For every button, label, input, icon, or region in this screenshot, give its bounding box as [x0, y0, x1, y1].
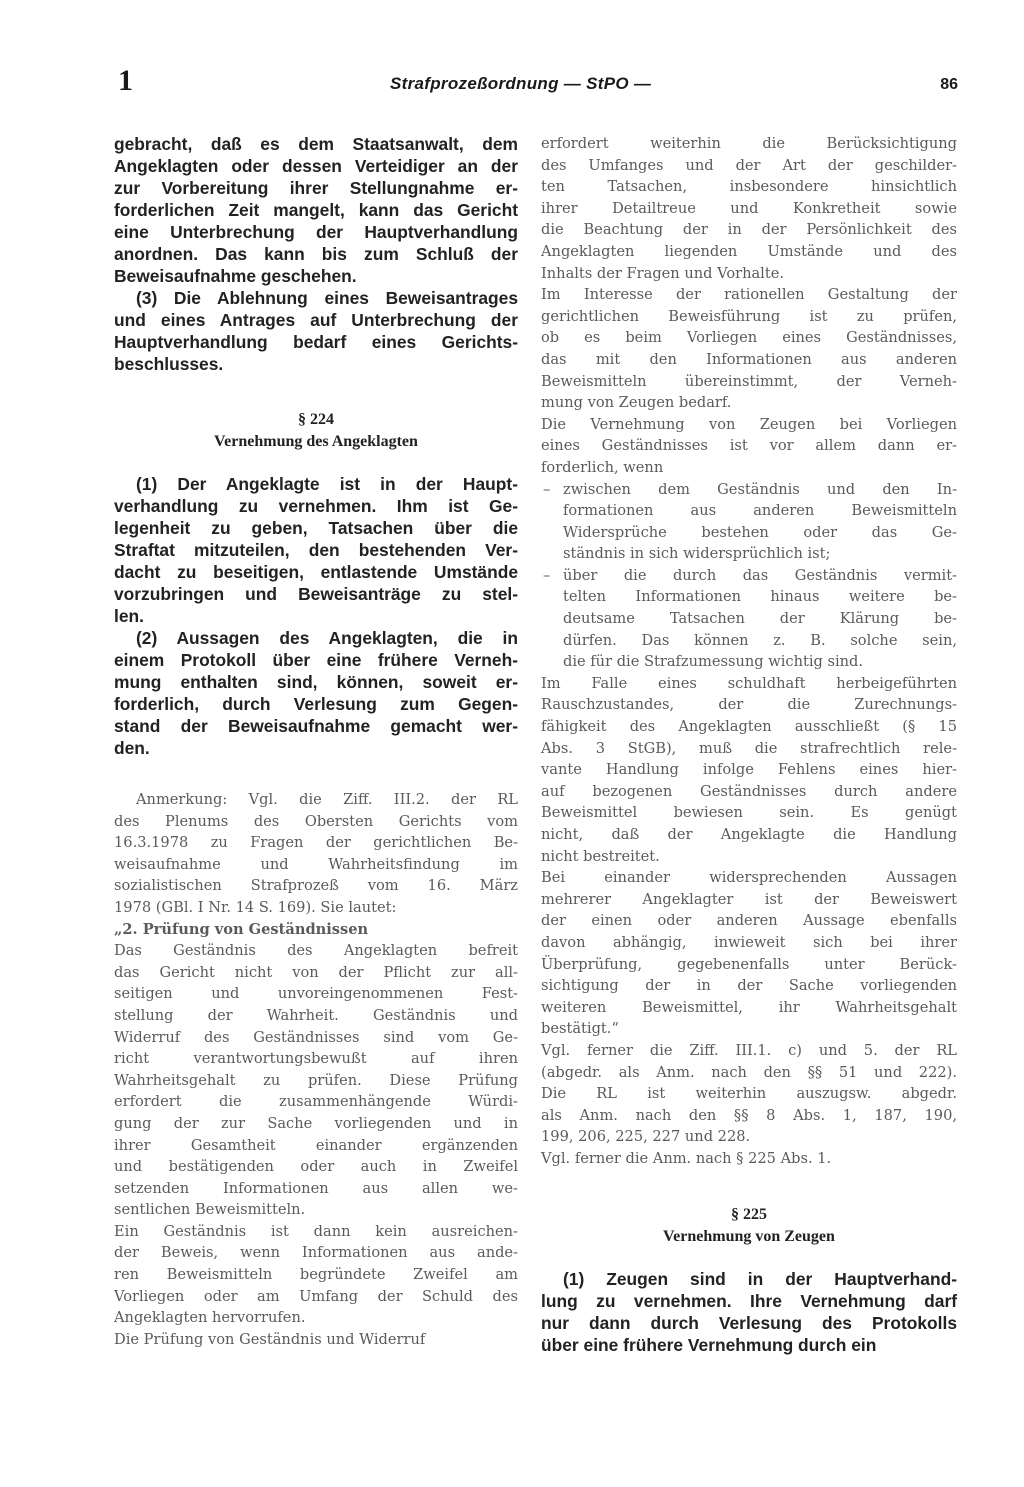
text-line: stellung der Wahrheit. Geständnis und: [114, 1006, 518, 1024]
text-line: nur dann durch Verlesung des Protokolls: [541, 1312, 957, 1333]
chapter-number: 1: [118, 64, 133, 97]
text-line: formationen aus anderen Beweismitteln: [563, 502, 957, 520]
text-line: das mit den Informationen aus anderen: [541, 350, 957, 368]
text-line: Inhalts der Fragen und Vorhalte.: [541, 264, 784, 282]
note-continued-3: [541, 414, 957, 479]
text-line: davon abhängig, inwieweit sich bei ihrer: [541, 933, 957, 951]
text-line: ren Beweismitteln begründete Zweifel am: [114, 1266, 518, 1284]
text-line: der einen oder anderen Aussage ebenfalls: [541, 912, 957, 930]
text-line: Widersprüche bestehen oder das Ge-: [563, 523, 957, 541]
text-line: Vgl. ferner die Ziff. III.1. c) und 5. der RL: [541, 1041, 957, 1059]
text-line: sichtigung der in der Sache vorliegenden: [541, 977, 957, 995]
text-line: über eine frühere Vernehmung durch ein: [541, 1334, 877, 1355]
text-line: gerichtlichen Beweisführung ist zu prüfen,: [541, 307, 957, 325]
text-line: – über die durch das Geständnis vermit-: [563, 566, 957, 584]
text-line: weisaufnahme und Wahrheitsfindung im: [114, 855, 518, 873]
text-line: des Plenums des Obersten Gerichts vom: [114, 812, 518, 830]
text-line: der Beweis, wenn Informationen aus ande-: [114, 1244, 518, 1262]
text-line: auf bezogenen Geständnisses durch andere: [541, 782, 957, 800]
text-line: ten Tatsachen, insbesondere hinsichtlich: [541, 178, 957, 196]
text-line: Angeklagten hervorrufen.: [114, 1309, 306, 1327]
text-line: 1978 (GBl. I Nr. 14 S. 169). Sie lautet:: [114, 898, 397, 916]
section-224-number: § 224: [298, 411, 334, 428]
text-line: Vorliegen oder am Umfang der Schuld des: [114, 1287, 518, 1305]
text-line: mung von Zeugen bedarf.: [541, 394, 732, 412]
text-line: und bestätigenden oder auch in Zweifel: [114, 1158, 518, 1176]
text-line: einem Protokoll über eine frühere Verneh-: [114, 650, 518, 670]
text-line: (abgedr. als Anm. nach den §§ 51 und 222).: [541, 1063, 957, 1081]
text-line: Wahrheitsgehalt zu prüfen. Diese Prüfung: [114, 1071, 518, 1089]
note-continued-2: [541, 284, 957, 414]
text-line: dacht zu beseitigen, entlastende Umstände: [114, 562, 518, 582]
note-paragraph-3: [114, 1329, 518, 1351]
text-line: setzenden Informationen aus allen we-: [114, 1179, 518, 1197]
right-column: [541, 133, 957, 1356]
text-line: 16.3.1978 zu Fragen der gerichtlichen Be-: [114, 834, 518, 852]
text-line: des Umfanges und der Art der geschilder-: [541, 156, 957, 174]
note-continued-1: [541, 133, 957, 284]
text-line: mung enthalten sind, können, soweit er-: [114, 672, 518, 692]
text-line: vorzubringen und Beweisanträge zu stel-: [114, 584, 518, 604]
text-line: anordnen. Das kann bis zum Schluß der: [114, 244, 518, 264]
text-line: Abs. 3 StGB), muß die strafrechtlich rele-: [541, 739, 957, 757]
text-line: Angeklagten liegenden Umstände und des: [541, 242, 957, 260]
text-line: (1) Zeugen sind in der Hauptverhand-: [563, 1268, 957, 1289]
text-line: – zwischen dem Geständnis und den In-: [563, 480, 957, 498]
section-225-number: § 225: [731, 1205, 767, 1223]
dash-item-1: [541, 479, 957, 565]
left-column: [114, 133, 518, 1350]
text-line: den.: [114, 738, 150, 758]
text-line: richt verantwortungsbewußt auf ihren: [114, 1050, 518, 1068]
text-line: erfordert weiterhin die Berücksichtigung: [541, 135, 957, 152]
text-line: bestätigt.“: [541, 1020, 619, 1038]
text-line: stand der Beweisaufnahme gemacht wer-: [114, 716, 518, 736]
text-line: 199, 206, 225, 227 und 228.: [541, 1128, 751, 1146]
text-line: als Anm. nach den §§ 8 Abs. 1, 187, 190,: [541, 1106, 957, 1124]
page-header: [118, 64, 958, 98]
text-line: ihrer Detailtreue und Konkretheit sowie: [541, 199, 957, 217]
page-number: 86: [940, 76, 958, 93]
text-line: Im Falle eines schuldhaft herbeigeführten: [541, 674, 957, 692]
text-line: fähigkeit des Angeklagten ausschließt (§ 15: [541, 718, 957, 736]
text-line: und eines Antrages auf Unterbrechung der: [114, 310, 518, 330]
text-line: Ein Geständnis ist dann kein ausreichen-: [114, 1222, 518, 1240]
text-line: erfordert die zusammenhängende Würdi-: [114, 1093, 518, 1111]
cross-reference-2: [541, 1148, 957, 1170]
text-line: gebracht, daß es dem Staatsanwalt, dem: [114, 134, 518, 154]
section-224-title: Vernehmung des Angeklagten: [214, 433, 418, 450]
text-line: Angeklagten oder dessen Verteidiger an der: [114, 156, 518, 176]
text-line: Vgl. ferner die Anm. nach § 225 Abs. 1.: [541, 1149, 832, 1167]
text-line: Überprüfung, gegebenenfalls unter Berück-: [541, 955, 957, 973]
text-line: Die Vernehmung von Zeugen bei Vorliegen: [541, 415, 957, 433]
text-line: das Gericht nicht von der Pflicht zur all-: [114, 963, 518, 981]
text-line: seitigen und unvoreingenommenen Fest-: [114, 985, 518, 1003]
text-line: Straftat mitzuteilen, den bestehenden Ver-: [114, 540, 518, 560]
text-line: Rauschzustandes, der die Zurechnungs-: [541, 696, 957, 714]
text-line: ob es beim Vorliegen eines Geständnisses,: [541, 329, 957, 347]
text-line: (3) Die Ablehnung eines Beweisantrages: [136, 288, 518, 308]
text-line: telten Informationen hinaus weitere be-: [563, 588, 957, 606]
note-paragraph-1: [114, 940, 518, 1221]
note-intro: [114, 789, 518, 919]
text-line: Beweismitteln übereinstimmt, der Verneh-: [541, 372, 957, 390]
text-line: forderlichen Zeit mangelt, kann das Gericht: [114, 200, 518, 220]
continued-paragraph: [114, 133, 518, 287]
text-line: gung der zur Sache vorliegenden und in: [114, 1114, 518, 1132]
text-line: deutsame Tatsachen der Klärung be-: [563, 610, 957, 628]
text-line: forderlich, durch Verlesung zum Gegen-: [114, 694, 518, 714]
text-line: (2) Aussagen des Angeklagten, die in: [136, 628, 518, 648]
section-225-paragraph-1: [541, 1268, 957, 1356]
text-line: nicht bestreitet.: [541, 847, 660, 865]
text-line: Beweismittel bewiesen sein. Es genügt: [541, 804, 957, 822]
text-line: Bei einander widersprechenden Aussagen: [541, 869, 957, 887]
text-line: weiteren Beweismittel, ihr Wahrheitsgehalt: [541, 998, 957, 1016]
text-line: (1) Der Angeklagte ist in der Haupt-: [136, 474, 518, 494]
text-line: sozialistischen Strafprozeß vom 16. März: [114, 877, 518, 895]
paragraph-3: [114, 287, 518, 375]
text-line: lung zu vernehmen. Ihre Vernehmung darf: [541, 1290, 957, 1311]
text-line: dürfen. Das können z. B. solche sein,: [563, 631, 957, 649]
text-line: nicht, daß der Angeklagte die Handlung: [541, 826, 957, 843]
text-line: beschlusses.: [114, 354, 224, 374]
note-paragraph-2: [114, 1221, 518, 1329]
text-line: mehrerer Angeklagter ist der Beweiswert: [541, 890, 957, 908]
cross-reference-1: [541, 1040, 957, 1148]
text-line: Das Geständnis des Angeklagten befreit: [114, 942, 518, 960]
section-225-title: Vernehmung von Zeugen: [663, 1227, 835, 1245]
text-line: die Beachtung der in der Persönlichkeit des: [541, 221, 957, 239]
running-title: Strafprozeßordnung — StPO —: [390, 74, 652, 93]
text-line: Die Prüfung von Geständnis und Widerruf: [114, 1330, 426, 1348]
text-line: Hauptverhandlung bedarf eines Gerichts-: [114, 332, 518, 352]
text-line: forderlich, wenn: [541, 458, 664, 476]
section-224-paragraph-2: [114, 627, 518, 759]
text-line: Anmerkung: Vgl. die Ziff. III.2. der RL: [136, 791, 518, 808]
dash-item-2: [541, 565, 957, 673]
text-line: zur Vorbereitung ihrer Stellungnahme er-: [114, 178, 518, 198]
text-line: vante Handlung infolge Fehlens eines hier-: [541, 761, 957, 779]
text-line: Die RL ist weiterhin auszugsw. abgedr.: [541, 1085, 957, 1103]
text-line: eines Geständnisses ist vor allem dann er-: [541, 437, 957, 455]
text-line: Beweisaufnahme geschehen.: [114, 266, 357, 286]
text-line: legenheit zu geben, Tatsachen über die: [114, 518, 518, 538]
text-line: verhandlung zu vernehmen. Ihm ist Ge-: [114, 496, 518, 516]
text-line: eine Unterbrechung der Hauptverhandlung: [114, 222, 518, 242]
text-line: Widerruf des Geständnisses sind vom Ge-: [114, 1028, 518, 1046]
text-line: Im Interesse der rationellen Gestaltung der: [541, 286, 957, 304]
text-line: die für die Strafzumessung wichtig sind.: [563, 653, 864, 671]
text-line: len.: [114, 606, 144, 626]
text-line: sentlichen Beweismitteln.: [114, 1201, 306, 1219]
text-line: ständnis in sich widersprüchlich ist;: [563, 545, 831, 563]
note-continued-4: [541, 673, 957, 867]
note-heading: „2. Prüfung von Geständnissen: [114, 920, 369, 938]
note-continued-5: [541, 867, 957, 1040]
section-224-paragraph-1: [114, 473, 518, 627]
text-line: ihrer Gesamtheit einander ergänzenden: [114, 1136, 518, 1154]
